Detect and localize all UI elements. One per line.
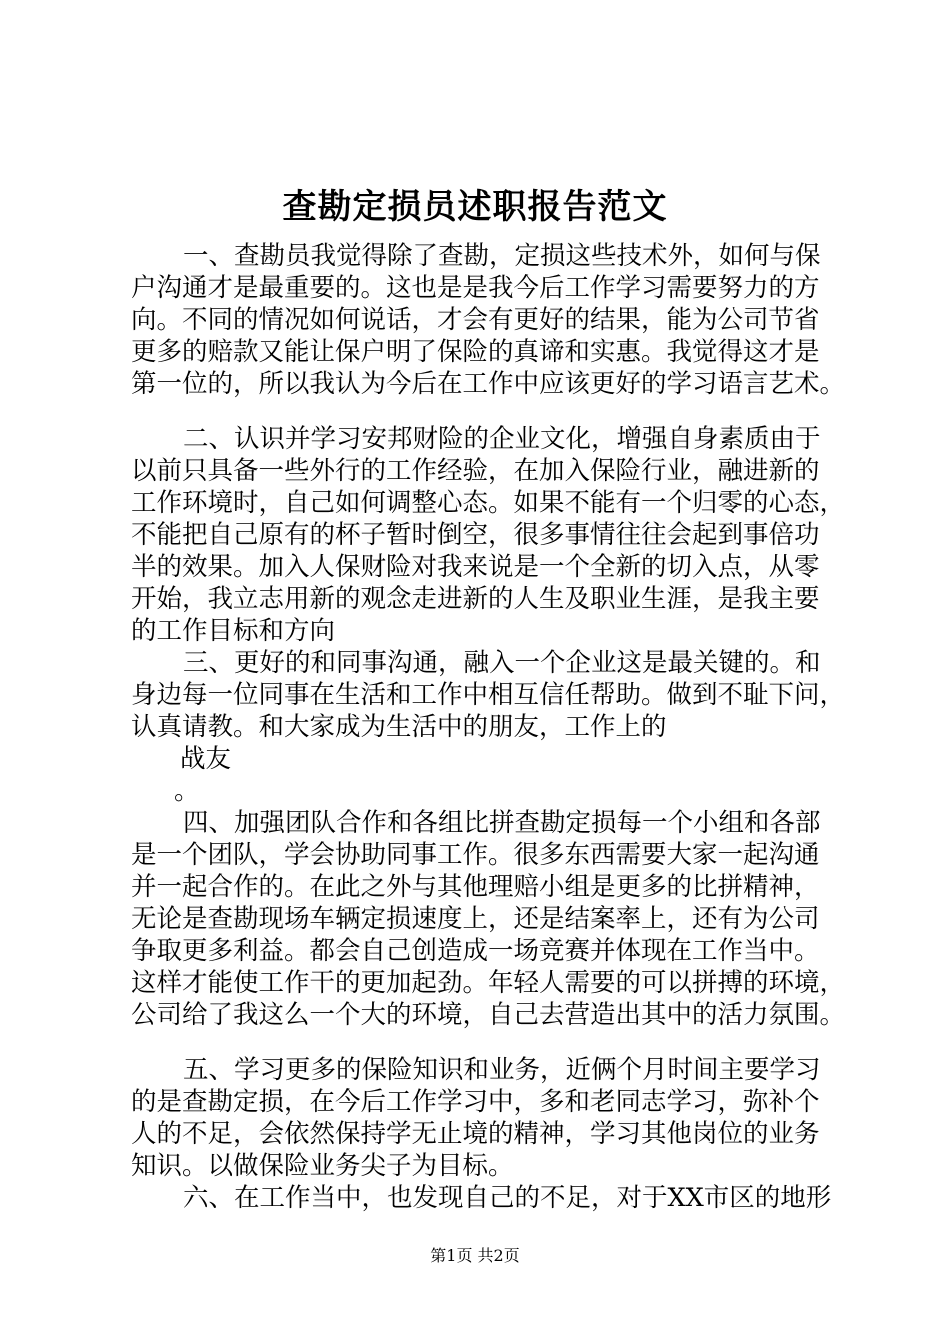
body-line: 身边每一位同事在生活和工作中相互信任帮助。做到不耻下问， <box>131 680 846 710</box>
body-line: 不能把自己原有的杯子暂时倒空，很多事情往往会起到事倍功 <box>131 520 820 550</box>
body-line: 是一个团队，学会协助同事工作。很多东西需要大家一起沟通 <box>131 840 820 870</box>
body-line: 三、更好的和同事沟通，融入一个企业这是最关键的。和 <box>183 648 821 678</box>
body-line: 半的效果。加入人保财险对我来说是一个全新的切入点，从零 <box>131 552 820 582</box>
body-line: 第一位的，所以我认为今后在工作中应该更好的学习语言艺术。 <box>131 369 846 399</box>
page-number: 第1页 共2页 <box>430 1246 520 1265</box>
body-line: 四、加强团队合作和各组比拼查勘定损每一个小组和各部 <box>183 808 821 838</box>
body-line: 知识。以做保险业务尖子为目标。 <box>131 1151 514 1181</box>
body-line: 的工作目标和方向 <box>131 616 336 646</box>
body-line: 工作环境时，自己如何调整心态。如果不能有一个归零的心态， <box>131 488 846 518</box>
body-line: 六、在工作当中，也发现自己的不足，对于XX市区的地形 <box>183 1183 832 1213</box>
body-line: 五、学习更多的保险知识和业务，近俩个月时间主要学习 <box>183 1055 821 1085</box>
body-line: 无论是查勘现场车辆定损速度上，还是结案率上，还有为公司 <box>131 904 820 934</box>
body-line: 这样才能使工作干的更加起劲。年轻人需要的可以拼搏的环境， <box>131 968 846 998</box>
body-line: 以前只具备一些外行的工作经验，在加入保险行业，融进新的 <box>131 456 820 486</box>
body-line: 认真请教。和大家成为生活中的朋友，工作上的 <box>131 712 667 742</box>
body-line: 人的不足，会依然保持学无止境的精神，学习其他岗位的业务 <box>131 1119 820 1149</box>
body-line: 的是查勘定损，在今后工作学习中，多和老同志学习，弥补个 <box>131 1087 820 1117</box>
body-line: 二、认识并学习安邦财险的企业文化，增强自身素质由于 <box>183 424 821 454</box>
body-line: 公司给了我这么一个大的环境，自己去营造出其中的活力氛围。 <box>131 1000 846 1030</box>
body-line: 更多的赔款又能让保户明了保险的真谛和实惠。我觉得这才是 <box>131 337 820 367</box>
body-line: 一、查勘员我觉得除了查勘，定损这些技术外，如何与保 <box>183 241 821 271</box>
body-line: 开始，我立志用新的观念走进新的人生及职业生涯，是我主要 <box>131 584 820 614</box>
body-line: 。 <box>174 776 200 806</box>
body-line: 向。不同的情况如何说话，才会有更好的结果，能为公司节省 <box>131 305 820 335</box>
body-line: 户沟通才是最重要的。这也是是我今后工作学习需要努力的方 <box>131 273 820 303</box>
body-line: 战友 <box>180 744 232 774</box>
body-line: 争取更多利益。都会自己创造成一场竞赛并体现在工作当中。 <box>131 936 820 966</box>
document-title: 查勘定损员述职报告范文 <box>282 187 668 227</box>
body-line: 并一起合作的。在此之外与其他理赔小组是更多的比拼精神， <box>131 872 820 902</box>
